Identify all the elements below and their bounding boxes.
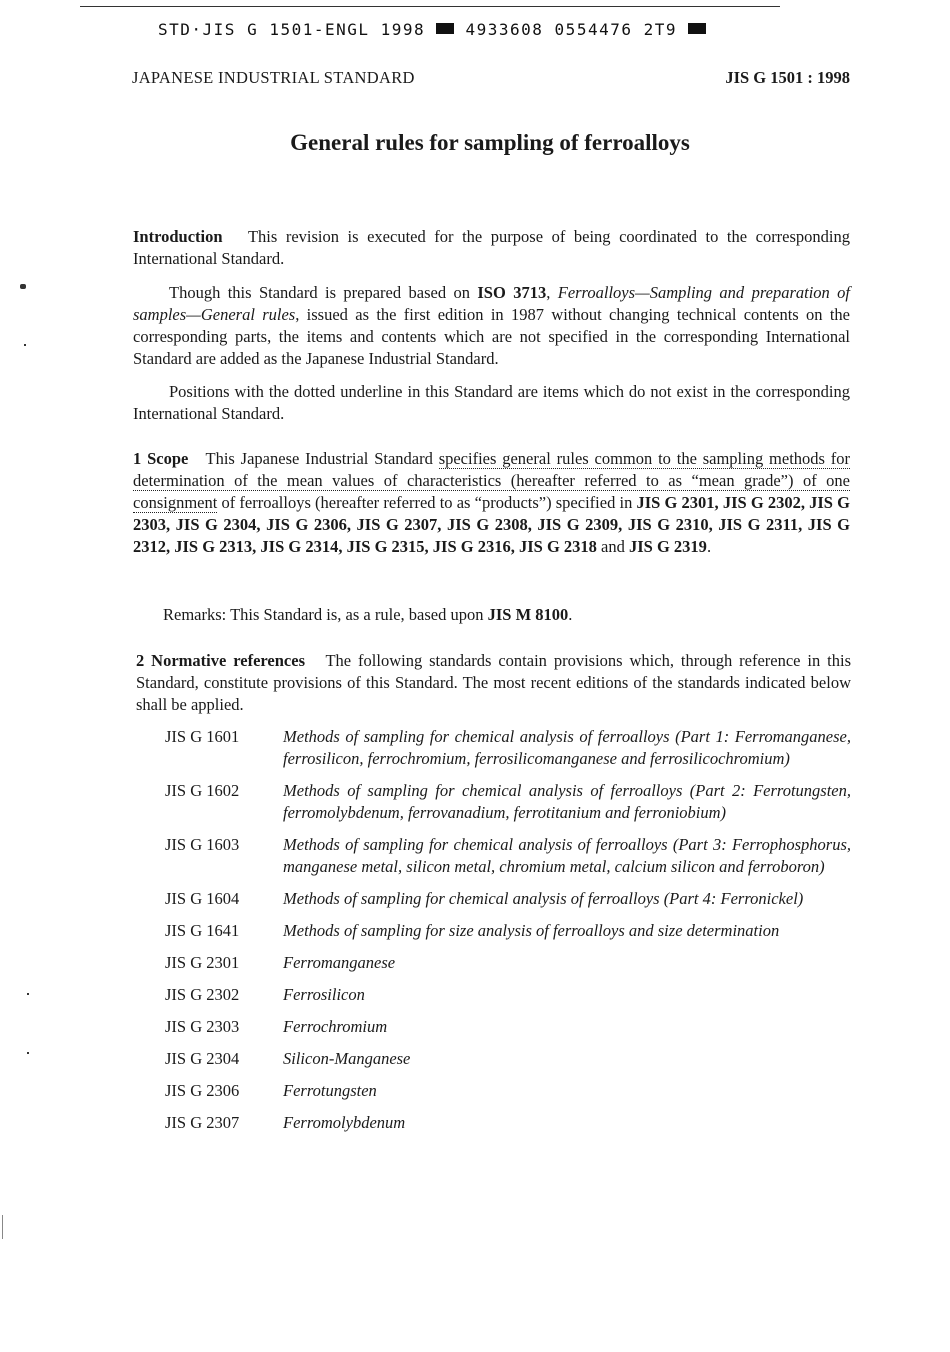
stamp-block	[688, 23, 706, 34]
intro-heading: Introduction	[133, 227, 223, 246]
intro-paragraph-3: Positions with the dotted underline in this Standard are items which do not exist in the corresponding International Standard.	[133, 382, 850, 423]
reference-code: JIS G 1603	[165, 835, 240, 854]
scope-text-a: This Japanese Industrial Standard	[205, 449, 433, 468]
scope-last-standard: JIS G 2319	[629, 537, 707, 556]
intro-paragraph-1	[133, 226, 850, 270]
intro-paragraph-2: Though this Standard is prepared based on ISO 3713, Ferroalloys—Sampling and preparation of samples—General rules, issued as the first edition in 1987 without changing technical contents on the corresponding parts, the items and contents which are not specified in the corresponding International Standard are added as the Japanese Industrial Standard.	[133, 283, 851, 368]
reference-title: Silicon-Manganese	[283, 1049, 411, 1068]
scan-speck	[27, 993, 29, 995]
stamp-number-3: 2T9	[643, 20, 678, 39]
iso-reference: ISO 3713	[477, 283, 547, 302]
reference-item	[165, 780, 851, 824]
reference-code: JIS G 1604	[165, 889, 240, 908]
remarks	[163, 604, 843, 626]
reference-code: JIS G 2303	[165, 1017, 240, 1036]
normative-text: The following standards contain provisions which, through reference in this Standard, constitute provisions of this Standard. The most recent editions of the standards indicated below shall be applied.	[136, 651, 852, 714]
reference-item	[165, 1016, 851, 1038]
document-stamp	[158, 20, 706, 39]
scope-and: and	[601, 537, 625, 556]
reference-item	[165, 1080, 851, 1102]
reference-code: JIS G 2301	[165, 953, 240, 972]
stamp-number-1: 4933608	[465, 20, 544, 39]
reference-item	[165, 1112, 851, 1134]
intro-text-1: This revision is executed for the purpose of being coordinated to the corresponding International Standard.	[133, 227, 851, 268]
scan-edge-mark	[2, 1215, 3, 1239]
scan-speck	[24, 344, 26, 346]
reference-code: JIS G 2304	[165, 1049, 240, 1068]
scope-standards-list: JIS G 2301, JIS G 2302, JIS G 2303, JIS G 2304, JIS G 2306, JIS G 2307, JIS G 2308, JIS G 2309, JIS G 2310, JIS G 2311, JIS G 2312, JIS G 2313, JIS G 2314, JIS G 2315, JIS G 2316, JIS G 2318	[133, 493, 850, 556]
reference-code: JIS G 2306	[165, 1081, 240, 1100]
reference-title: Methods of sampling for chemical analysis of ferroalloys (Part 3: Ferrophosphorus, manganese metal, silicon metal, chromium metal, calcium silicon and ferroboron)	[283, 835, 851, 876]
scan-speck	[27, 1052, 29, 1054]
header-standard-number: JIS G 1501 : 1998	[725, 68, 850, 87]
reference-item	[165, 888, 851, 910]
reference-title: Ferrotungsten	[283, 1081, 377, 1100]
reference-title: Ferromanganese	[283, 953, 396, 972]
reference-item	[165, 1048, 851, 1070]
reference-code: JIS G 2302	[165, 985, 240, 1004]
reference-title: Ferrosilicon	[283, 985, 365, 1004]
reference-item	[165, 726, 851, 770]
scope-text-b: of ferroalloys (hereafter referred to as “products”) specified in	[221, 493, 633, 512]
reference-code: JIS G 1602	[165, 781, 240, 800]
stamp-code: STD·JIS G 1501-ENGL 1998	[158, 20, 426, 39]
remarks-text: Remarks: This Standard is, as a rule, based upon	[163, 605, 484, 624]
intro-text-2b: , issued as the first edition in 1987 without changing technical contents on the corresponding parts, the items and contents which are not specified in the corresponding International Standard are added as the Japanese Industrial Standard.	[133, 305, 851, 368]
scan-speck	[20, 284, 26, 289]
remarks-end: .	[568, 605, 573, 624]
reference-item	[165, 920, 851, 942]
reference-title: Ferrochromium	[283, 1017, 388, 1036]
scope-section	[133, 448, 850, 558]
remarks-reference: JIS M 8100	[487, 605, 569, 624]
header-standard-type: JAPANESE INDUSTRIAL STANDARD	[132, 68, 415, 87]
normative-references-list	[165, 726, 851, 1144]
reference-item	[165, 834, 851, 878]
reference-title: Methods of sampling for chemical analysis of ferroalloys (Part 4: Ferronickel)	[283, 889, 804, 908]
stamp-number-2: 0554476	[554, 20, 633, 39]
stamp-block	[436, 23, 454, 34]
reference-code: JIS G 1641	[165, 921, 240, 940]
document-title: General rules for sampling of ferroalloys	[290, 130, 690, 155]
reference-title: Methods of sampling for chemical analysis of ferroalloys (Part 2: Ferrotungsten, ferromolybdenum, ferrovanadium, ferrotitanium and ferroniobium)	[283, 781, 851, 822]
normative-heading: 2 Normative references	[136, 651, 305, 670]
reference-title: Ferromolybdenum	[283, 1113, 406, 1132]
reference-title: Methods of sampling for chemical analysis of ferroalloys (Part 1: Ferromanganese, ferrosilicon, ferrochromium, ferrosilicomanganese and ferrosilicochromium)	[283, 727, 851, 768]
scope-heading: 1 Scope	[133, 449, 189, 468]
scope-end: .	[706, 537, 712, 556]
normative-section	[136, 650, 851, 716]
top-rule	[80, 6, 780, 7]
intro-text-2a: Though this Standard is prepared based on	[169, 283, 470, 302]
scope-dotted-underline-text: specifies general rules common to the sampling methods for determination of the mean values of characteristics (hereafter referred to as “mean grade”) of one consignment	[133, 449, 851, 512]
reference-code: JIS G 1601	[165, 727, 240, 746]
reference-title: Methods of sampling for size analysis of ferroalloys and size determination	[283, 921, 780, 940]
reference-code: JIS G 2307	[165, 1113, 240, 1132]
reference-item	[165, 984, 851, 1006]
reference-item	[165, 952, 851, 974]
iso-title: Ferroalloys—Sampling and preparation of samples—General rules	[133, 283, 851, 324]
